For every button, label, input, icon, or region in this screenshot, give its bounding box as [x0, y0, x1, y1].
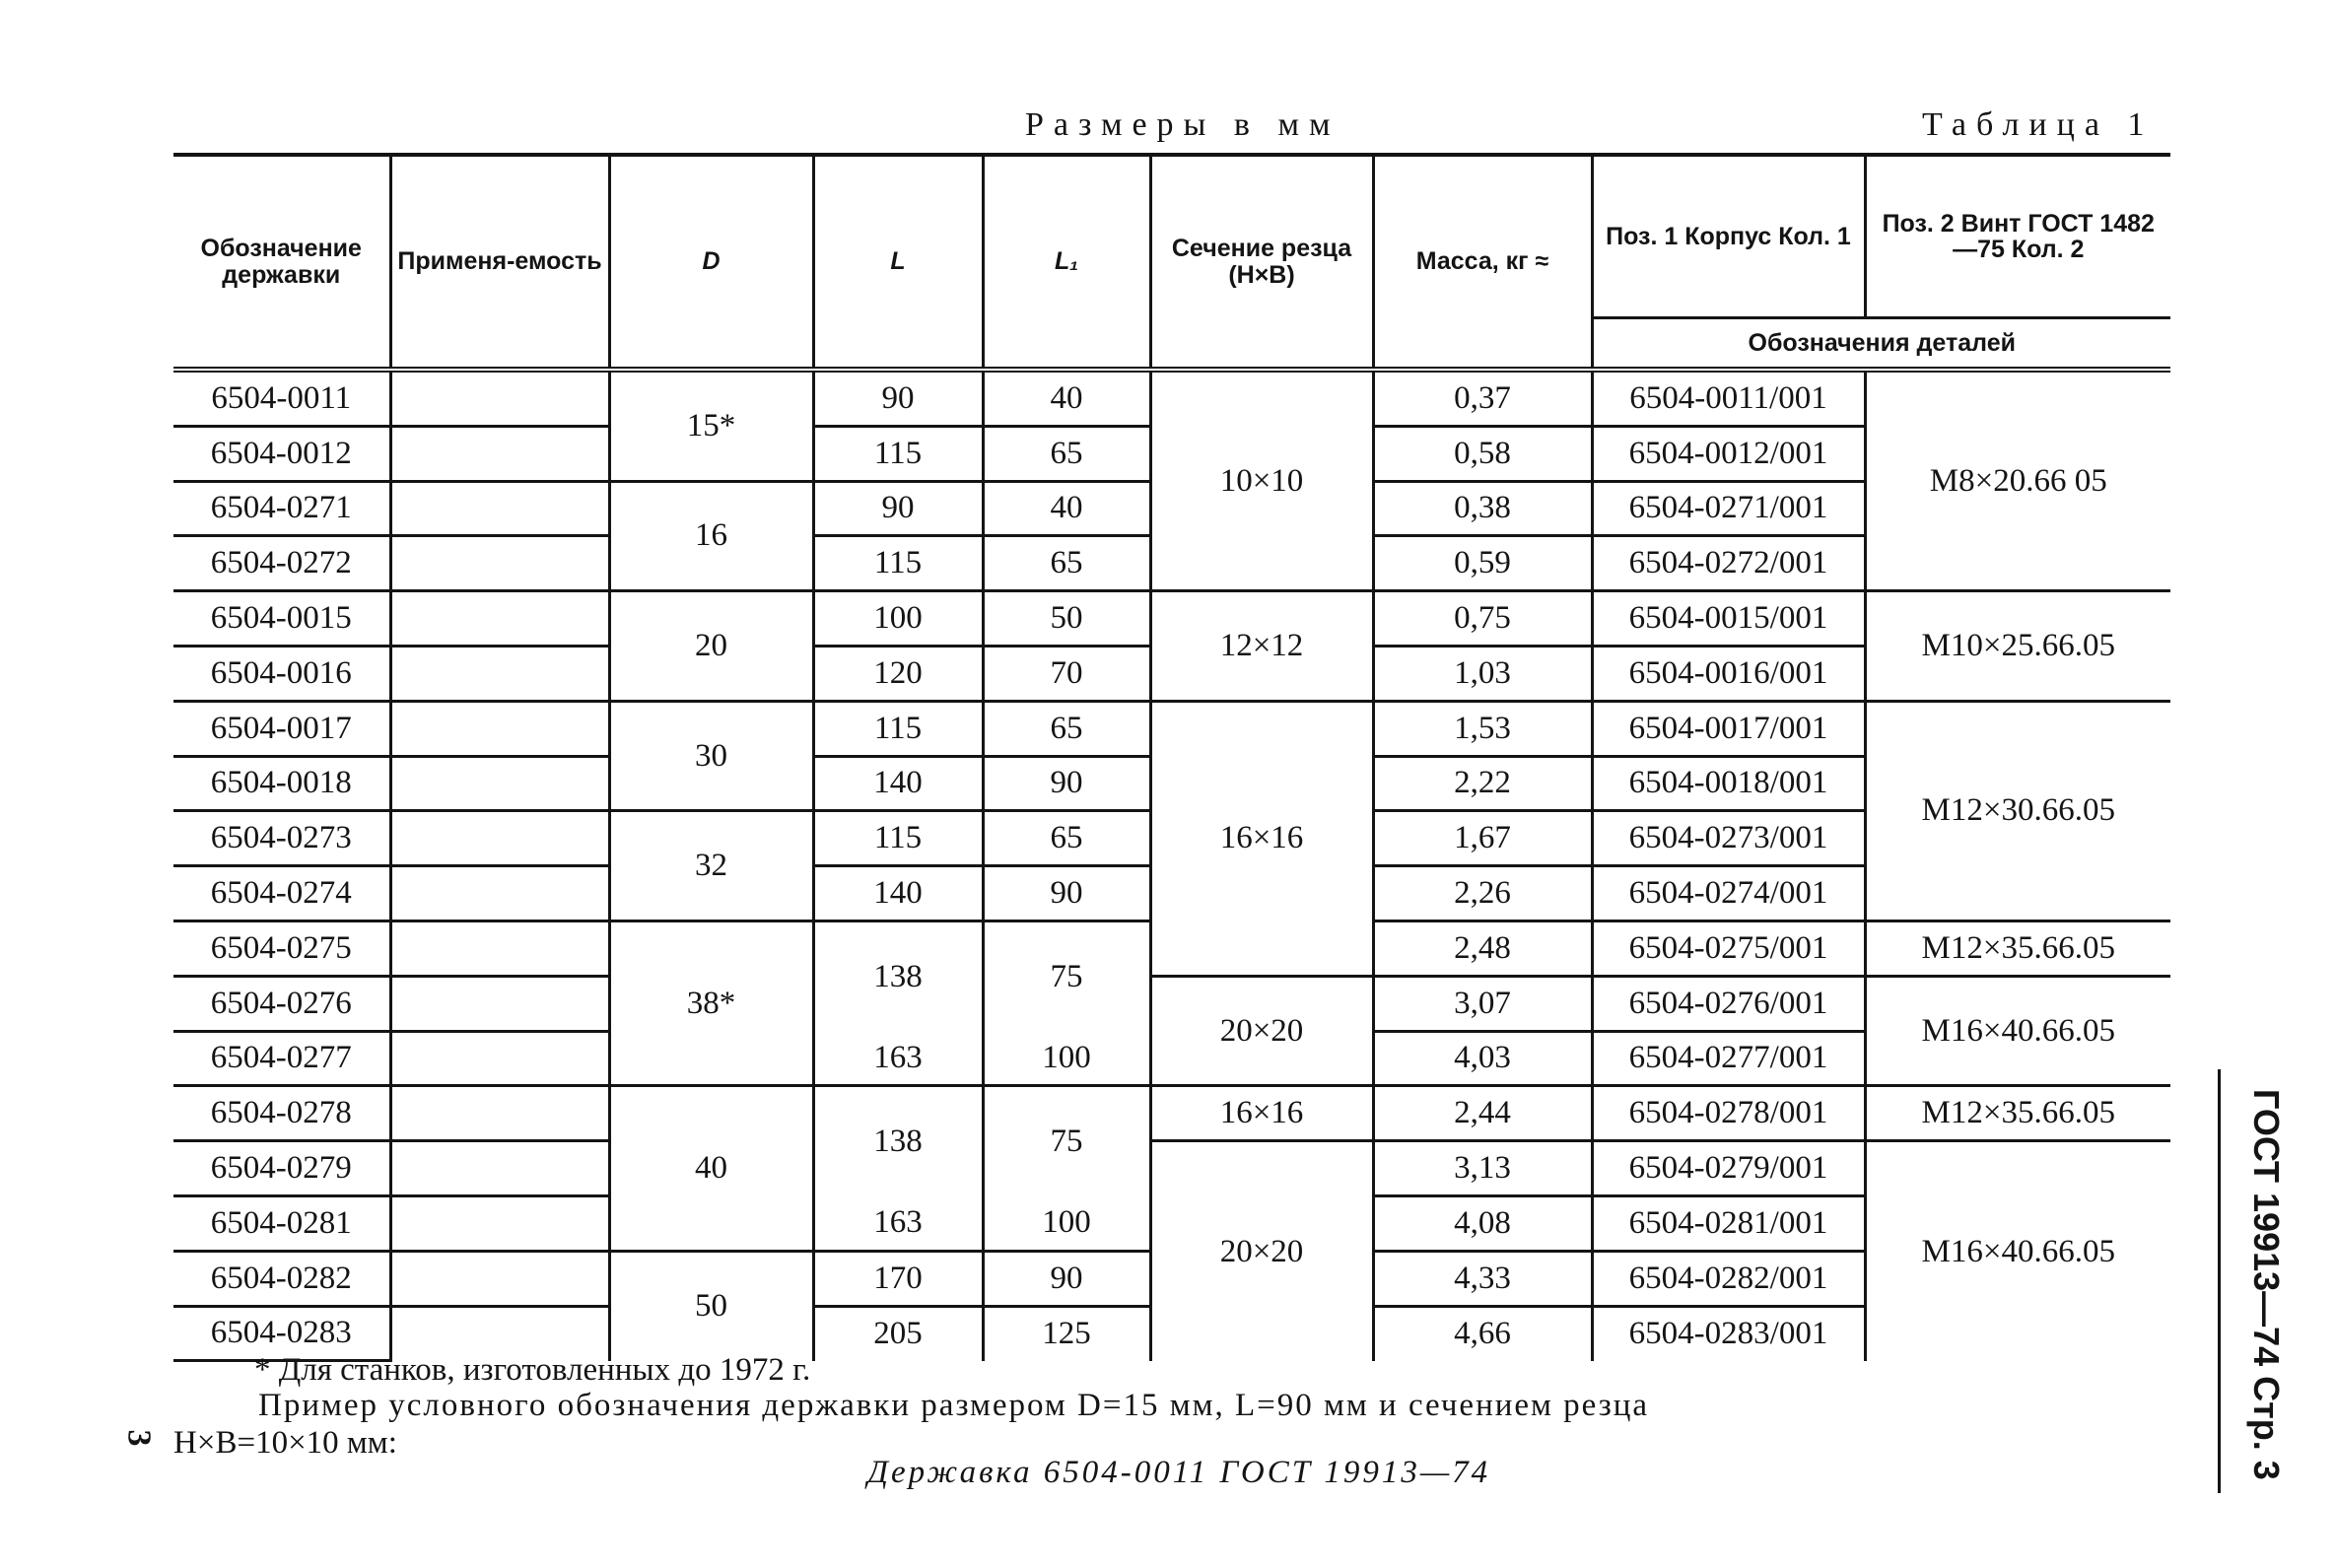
- cell-l: 90: [813, 370, 983, 426]
- cell-screw: M12×35.66.05: [1865, 1086, 2170, 1141]
- example-line-2: H×B=10×10 мм:: [173, 1425, 397, 1461]
- cell-mass: 1,67: [1373, 811, 1592, 866]
- cell-designation: 6504-0278: [173, 1086, 390, 1141]
- cell-l1: 40: [983, 370, 1150, 426]
- cell-section: 10×10: [1150, 370, 1373, 591]
- col-pos2: Поз. 2 Винт ГОСТ 1482—75 Кол. 2: [1865, 155, 2170, 318]
- cell-designation: 6504-0276: [173, 976, 390, 1031]
- cell-applicability: [390, 481, 609, 536]
- cell-applicability: [390, 866, 609, 921]
- cell-designation: 6504-0272: [173, 536, 390, 591]
- cell-d: 50: [609, 1251, 813, 1361]
- cell-designation: 6504-0011: [173, 370, 390, 426]
- cell-d: 38*: [609, 920, 813, 1085]
- cell-body: 6504-0277/001: [1592, 1031, 1865, 1086]
- cell-l1: 65: [983, 701, 1150, 756]
- cell-body: 6504-0271/001: [1592, 481, 1865, 536]
- cell-section: 12×12: [1150, 591, 1373, 702]
- cell-mass: 1,03: [1373, 646, 1592, 701]
- cell-designation: 6504-0282: [173, 1251, 390, 1306]
- cell-screw: M12×30.66.05: [1865, 701, 2170, 920]
- table-label: Таблица 1: [1922, 106, 2155, 143]
- cell-applicability: [390, 536, 609, 591]
- example-designation: Державка 6504-0011 ГОСТ 19913—74: [867, 1455, 1491, 1490]
- cell-d: 16: [609, 481, 813, 591]
- cell-body: 6504-0278/001: [1592, 1086, 1865, 1141]
- cell-mass: 0,37: [1373, 370, 1592, 426]
- cell-section: 20×20: [1150, 1141, 1373, 1361]
- cell-designation: 6504-0012: [173, 426, 390, 481]
- cell-l: 100: [813, 591, 983, 647]
- cell-body: 6504-0281/001: [1592, 1195, 1865, 1251]
- cell-body: 6504-0015/001: [1592, 591, 1865, 647]
- cell-l: 140: [813, 866, 983, 921]
- cell-l1: 65: [983, 536, 1150, 591]
- cell-d: 20: [609, 591, 813, 702]
- cell-applicability: [390, 646, 609, 701]
- cell-body: 6504-0017/001: [1592, 701, 1865, 756]
- col-applicability: Применя-емость: [390, 155, 609, 370]
- cell-screw: M16×40.66.05: [1865, 1141, 2170, 1361]
- cell-mass: 4,03: [1373, 1031, 1592, 1086]
- cell-screw: M8×20.66 05: [1865, 370, 2170, 591]
- cell-body: 6504-0283/001: [1592, 1306, 1865, 1361]
- cell-l1: 100: [983, 1031, 1150, 1086]
- cell-body: 6504-0018/001: [1592, 756, 1865, 811]
- cell-l: 170: [813, 1251, 983, 1306]
- cell-applicability: [390, 426, 609, 481]
- cell-designation: 6504-0273: [173, 811, 390, 866]
- cell-mass: 1,53: [1373, 701, 1592, 756]
- col-d: D: [609, 155, 813, 370]
- cell-l: 140: [813, 756, 983, 811]
- units-note: Размеры в мм: [1025, 106, 1340, 143]
- cell-section: 16×16: [1150, 1086, 1373, 1141]
- cell-l: 138: [813, 920, 983, 1031]
- side-title: ГОСТ 19913—74 Стр. 3: [2246, 1089, 2287, 1480]
- cell-l1: 90: [983, 1251, 1150, 1306]
- cell-l: 163: [813, 1031, 983, 1086]
- cell-mass: 2,26: [1373, 866, 1592, 921]
- cell-mass: 2,44: [1373, 1086, 1592, 1141]
- cell-designation: 6504-0277: [173, 1031, 390, 1086]
- cell-mass: 2,22: [1373, 756, 1592, 811]
- cell-applicability: [390, 920, 609, 976]
- cell-l1: 40: [983, 481, 1150, 536]
- cell-applicability: [390, 1031, 609, 1086]
- cell-designation: 6504-0017: [173, 701, 390, 756]
- cell-mass: 4,66: [1373, 1306, 1592, 1361]
- cell-applicability: [390, 370, 609, 426]
- cell-applicability: [390, 756, 609, 811]
- cell-applicability: [390, 976, 609, 1031]
- cell-applicability: [390, 1086, 609, 1141]
- example-line-1: Пример условного обозначения державки размером D=15 мм, L=90 мм и сечением резца: [258, 1388, 1650, 1423]
- col-designation: Обозначение державки: [173, 155, 390, 370]
- col-section: Сечение резца (H×B): [1150, 155, 1373, 370]
- dimensions-table: [173, 153, 2170, 1362]
- cell-l: 205: [813, 1306, 983, 1361]
- cell-mass: 4,33: [1373, 1251, 1592, 1306]
- cell-section: 20×20: [1150, 976, 1373, 1086]
- cell-l: 163: [813, 1195, 983, 1251]
- cell-l1: 70: [983, 646, 1150, 701]
- cell-body: 6504-0282/001: [1592, 1251, 1865, 1306]
- cell-body: 6504-0274/001: [1592, 866, 1865, 921]
- cell-designation: 6504-0015: [173, 591, 390, 647]
- cell-d: 15*: [609, 370, 813, 481]
- col-l1: L₁: [983, 155, 1150, 370]
- cell-l1: 75: [983, 920, 1150, 1031]
- col-parts-designation: Обозначения деталей: [1592, 318, 2170, 371]
- cell-l1: 90: [983, 756, 1150, 811]
- cell-section: 16×16: [1150, 701, 1373, 976]
- cell-body: 6504-0275/001: [1592, 920, 1865, 976]
- cell-l1: 100: [983, 1195, 1150, 1251]
- cell-l: 115: [813, 811, 983, 866]
- cell-mass: 0,59: [1373, 536, 1592, 591]
- cell-screw: M10×25.66.05: [1865, 591, 2170, 702]
- cell-applicability: [390, 701, 609, 756]
- cell-l: 115: [813, 536, 983, 591]
- cell-mass: 2,48: [1373, 920, 1592, 976]
- page-number: 3: [120, 1429, 158, 1447]
- col-mass: Масса, кг ≈: [1373, 155, 1592, 370]
- cell-l: 115: [813, 701, 983, 756]
- cell-screw: M12×35.66.05: [1865, 920, 2170, 976]
- cell-applicability: [390, 811, 609, 866]
- cell-l: 138: [813, 1086, 983, 1196]
- cell-mass: 0,58: [1373, 426, 1592, 481]
- cell-designation: 6504-0275: [173, 920, 390, 976]
- col-l: L: [813, 155, 983, 370]
- cell-d: 32: [609, 811, 813, 921]
- cell-d: 40: [609, 1086, 813, 1251]
- cell-body: 6504-0012/001: [1592, 426, 1865, 481]
- cell-l1: 125: [983, 1306, 1150, 1361]
- cell-mass: 0,38: [1373, 481, 1592, 536]
- footnote: * Для станков, изготовленных до 1972 г.: [254, 1352, 811, 1388]
- col-pos1: Поз. 1 Корпус Кол. 1: [1592, 155, 1865, 318]
- cell-body: 6504-0273/001: [1592, 811, 1865, 866]
- cell-l: 115: [813, 426, 983, 481]
- cell-body: 6504-0011/001: [1592, 370, 1865, 426]
- side-rule: [2218, 1069, 2221, 1493]
- cell-mass: 4,08: [1373, 1195, 1592, 1251]
- cell-l1: 90: [983, 866, 1150, 921]
- cell-designation: 6504-0271: [173, 481, 390, 536]
- cell-designation: 6504-0281: [173, 1195, 390, 1251]
- cell-designation: 6504-0016: [173, 646, 390, 701]
- cell-designation: 6504-0274: [173, 866, 390, 921]
- cell-applicability: [390, 1195, 609, 1251]
- cell-l1: 50: [983, 591, 1150, 647]
- cell-body: 6504-0279/001: [1592, 1141, 1865, 1196]
- cell-l: 120: [813, 646, 983, 701]
- cell-body: 6504-0016/001: [1592, 646, 1865, 701]
- cell-applicability: [390, 591, 609, 647]
- cell-designation: 6504-0283: [173, 1306, 390, 1361]
- cell-mass: 3,13: [1373, 1141, 1592, 1196]
- cell-designation: 6504-0279: [173, 1141, 390, 1196]
- cell-body: 6504-0276/001: [1592, 976, 1865, 1031]
- cell-mass: 3,07: [1373, 976, 1592, 1031]
- cell-l1: 65: [983, 426, 1150, 481]
- cell-l: 90: [813, 481, 983, 536]
- cell-screw: M16×40.66.05: [1865, 976, 2170, 1086]
- cell-applicability: [390, 1141, 609, 1196]
- cell-l1: 75: [983, 1086, 1150, 1196]
- cell-d: 30: [609, 701, 813, 811]
- cell-body: 6504-0272/001: [1592, 536, 1865, 591]
- cell-designation: 6504-0018: [173, 756, 390, 811]
- cell-applicability: [390, 1251, 609, 1306]
- cell-l1: 65: [983, 811, 1150, 866]
- cell-mass: 0,75: [1373, 591, 1592, 647]
